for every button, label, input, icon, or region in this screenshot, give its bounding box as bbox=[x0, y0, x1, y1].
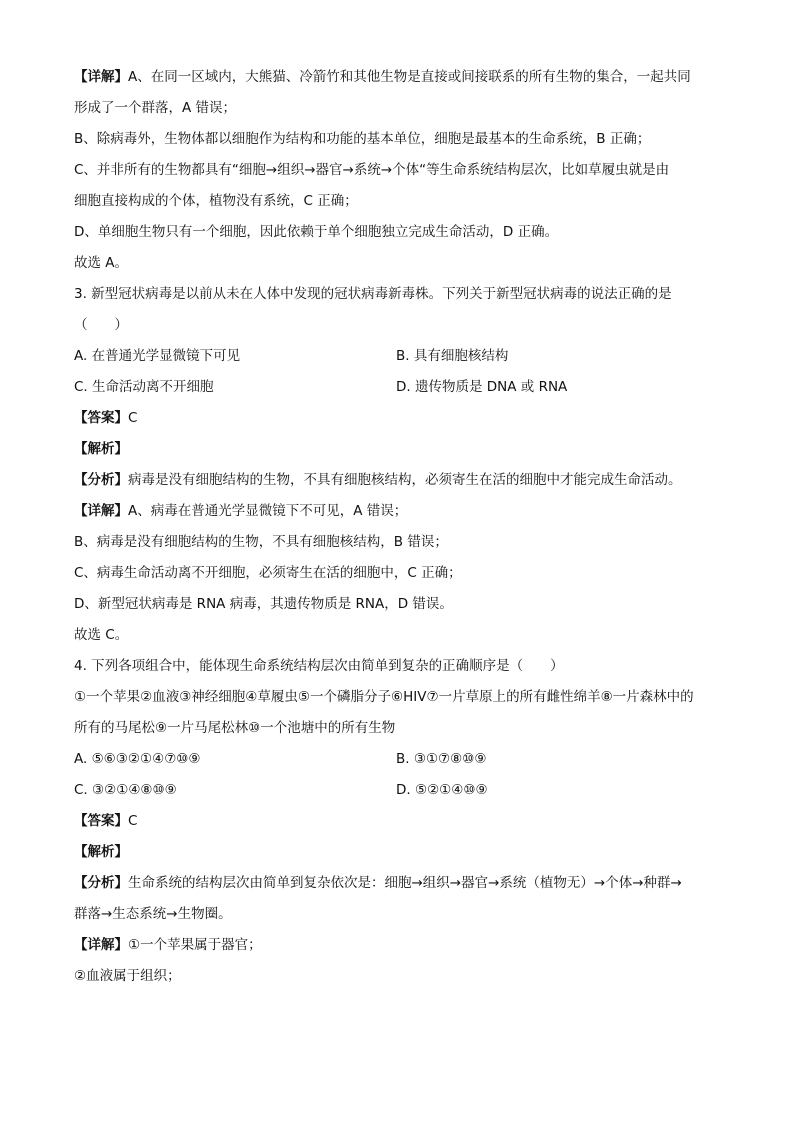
q3-choose: 故选 C。 bbox=[74, 627, 129, 643]
q3-option-a: A. 在普通光学显微镜下可见 bbox=[74, 348, 241, 364]
q2-detail-a-line2: 形成了一个群落，A 错误； bbox=[74, 100, 237, 116]
q3-detail-b: B、病毒是没有细胞结构的生物，不具有细胞核结构，B 错误； bbox=[74, 534, 448, 550]
q4-option-b: B. ③①⑦⑧⑩⑨ bbox=[396, 751, 487, 767]
q4-items-line2: 所有的马尾松⑨一片马尾松林⑩一个池塘中的所有生物 bbox=[74, 720, 396, 736]
q3-stem-line2: （ ） bbox=[74, 317, 128, 333]
q3-analysis-heading: 【解析】 bbox=[74, 441, 128, 457]
q4-option-c: C. ③②①④⑧⑩⑨ bbox=[74, 782, 177, 798]
document-page bbox=[74, 62, 734, 992]
q3-stem-line1: 3. 新型冠状病毒是以前从未在人体中发现的冠状病毒新毒株。下列关于新型冠状病毒的说法正确的是 bbox=[74, 286, 672, 302]
q2-detail-d: D、单细胞生物只有一个细胞，因此依赖于单个细胞独立完成生命活动，D 正确。 bbox=[74, 224, 559, 240]
q3-answer bbox=[74, 403, 734, 434]
q4-analysis-line1: 【分析】生命系统的结构层次由简单到复杂依次是：细胞→组织→器官→系统（植物无）→个体→种群→ bbox=[74, 875, 682, 891]
q3-analysis: 【分析】病毒是没有细胞结构的生物，不具有细胞核结构，必须寄生在活的细胞中才能完成生命活动。 bbox=[74, 472, 682, 488]
q2-detail-c-line1: C、并非所有的生物都具有“细胞→组织→器官→系统→个体“等生命系统结构层次，比如草履虫就是由 bbox=[74, 162, 670, 178]
q3-option-d: D. 遗传物质是 DNA 或 RNA bbox=[396, 379, 568, 395]
q4-analysis-line2: 群落→生态系统→生物圈。 bbox=[74, 906, 232, 922]
q4-items-line1: ①一个苹果②血液③神经细胞④草履虫⑤一个磷脂分子⑥HIV⑦一片草原上的所有雌性绵羊⑧一片森林中的 bbox=[74, 689, 694, 705]
q4-detail-2: ②血液属于组织； bbox=[74, 968, 181, 984]
answer-value: C bbox=[128, 813, 138, 829]
q4-options-row2 bbox=[74, 775, 734, 806]
answer-value: C bbox=[128, 410, 138, 426]
q4-stem: 4. 下列各项组合中，能体现生命系统结构层次由简单到复杂的正确顺序是（ ） bbox=[74, 658, 564, 674]
detail-tag: 【详解】 bbox=[74, 69, 128, 85]
q4-option-d: D. ⑤②①④⑩⑨ bbox=[396, 782, 488, 798]
q3-detail-d: D、新型冠状病毒是 RNA 病毒，其遗传物质是 RNA，D 错误。 bbox=[74, 596, 453, 612]
q3-option-b: B. 具有细胞核结构 bbox=[396, 348, 509, 364]
q4-answer bbox=[74, 806, 734, 837]
q4-options-row1 bbox=[74, 744, 734, 775]
answer-tag: 【答案】 bbox=[74, 813, 128, 829]
q2-detail-c-line2: 细胞直接构成的个体，植物没有系统，C 正确； bbox=[74, 193, 358, 209]
q2-detail-a-line1: 【详解】A、在同一区域内，大熊猫、冷箭竹和其他生物是直接或间接联系的所有生物的集合，一起共同 bbox=[74, 69, 691, 85]
q2-detail-b: B、除病毒外，生物体都以细胞作为结构和功能的基本单位，细胞是最基本的生命系统，B 正确； bbox=[74, 131, 651, 147]
q3-detail-c: C、病毒生命活动离不开细胞，必须寄生在活的细胞中，C 正确； bbox=[74, 565, 462, 581]
answer-tag: 【答案】 bbox=[74, 410, 128, 426]
q3-options-row2 bbox=[74, 372, 734, 403]
q4-analysis-heading: 【解析】 bbox=[74, 844, 128, 860]
q4-option-a: A. ⑤⑥③②①④⑦⑩⑨ bbox=[74, 751, 201, 767]
q3-option-c: C. 生命活动离不开细胞 bbox=[74, 379, 214, 395]
q3-detail-a: 【详解】A、病毒在普通光学显微镜下不可见，A 错误； bbox=[74, 503, 408, 519]
q4-detail-1: 【详解】①一个苹果属于器官； bbox=[74, 937, 262, 953]
q3-options-row1 bbox=[74, 341, 734, 372]
q2-choose: 故选 A。 bbox=[74, 255, 129, 271]
